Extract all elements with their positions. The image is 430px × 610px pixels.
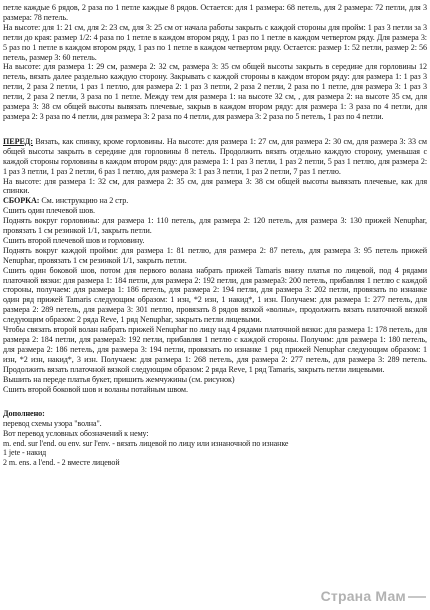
assembly-intro-text: См. инструкцию на 2 стр. — [39, 196, 129, 206]
front-heading: ПЕРЕД: — [3, 136, 33, 146]
addendum-line: Вот перевод условных обозначений к нему: — [3, 428, 149, 438]
addendum-line: m. end. sur l'end. ou env. sur l'env. - вязать лицевой по лицу или изнаночной по изнанке — [3, 438, 289, 448]
back-paragraph: петле каждые 6 рядов, 2 раза по 1 петле каждые 8 рядов. Остается: для 1 размера: 68 петель, для 2 размера: 72 петли, для 3 размера: 78 петель. — [3, 3, 427, 22]
assembly-line: Сшить один плечевой шов. — [3, 206, 95, 216]
addendum-line: перевод схемы узора "волна". — [3, 419, 102, 429]
back-paragraph: На высоте: для размера 1: 29 см, размера 2: 32 см, размера 3: 35 см общей высоты закрыть в середине для горловины 12 петель, вязать далее раздельно каждую сторону. Закрывать с каждой стороны в каждом втором ряду: для размера 1: 1 раз 3 петли, 2 раза 2 петли, 1 раз 1 петлю, для размера 2: 1 раз 3 петли, 2 раза 2 петли, 2 раза по 1 петле, для размера 3: 1 раз 3 петли, 2 раза 2 петли, 3 раза по 1 петле. Между тем для размера 1: на высоте 32 см, , для размера 2: на высоте 35 см, для размера 3: 38 см общей высоты вывязать плечевые, закрыв в каждом втором ряду: для размера 1: 3 раза по 4 петли, для размера 2: 3 раза по 4 петли, для размера 3: 2 раза по 4 петли, для размера 3: 2 раза по 5 петель, 1 раз по 4 петли. — [3, 62, 427, 121]
assembly-line: Вышить на переде платья букет, пришить жемчужины (см. рисунок) — [3, 374, 235, 384]
assembly-line: Сшить один боковой шов, потом для первого волана набрать прижей Tamaris внизу платья по лицевой, под 4 рядами платочной вязки: для размера 1: 184 петли, для размера 2: 192 петли, для размера3: 200 петель, прибавляя 1 петлю с каждой стороны, получаем: для размера 1: 186 петель, для размера 2: 194 петли, для размера 3: 202 петли, провязать по изнанке один ряд прижей Tamaris следующим образом: 1 изн, *2 изн, 1 накид*, 1 изн. Получаем: для размера 1: 277 петель, для размера 2: 289 петель, для размера 3: 301 петлю, провязать 8 рядов вязкой «волны», продолжить вязать платочной вязкой следующим образом: 2 ряда Reve, 1 ряд Nenuphar, закрыть петли лицевыми. — [3, 265, 427, 325]
front-paragraph: На высоте: для размера 1: 32 см, для размера 2: 35 см, для размера 3: 38 см общей высоты вывязать плечевые, как для спинки. — [3, 176, 427, 196]
watermark-text: Страна Мам — [320, 588, 406, 604]
site-watermark — [321, 588, 426, 604]
assembly-line: Сшить второй плечевой шов и горловину. — [3, 235, 145, 245]
assembly-line: Поднять вокруг каждой пройми: для размера 1: 81 петлю, для размера 2: 87 петель, для размера 3: 95 петель прижей Nenuphar, провязать 1 см резинкой 1/1, закрыть петли. — [3, 245, 427, 265]
addendum-line: 1 jete - накид — [3, 448, 47, 458]
assembly-line: Поднять вокруг горловины: для размера 1: 110 петель, для размера 2: 120 петель, для размера 3: 130 прижей Nenuphar, провязать 1 см резинкой 1/1, закрыть петли. — [3, 216, 427, 236]
front-text: Вязать, как спинку, кроме горловины. На высоте: для размера 1: 27 см, для размера 2: 30 см, для размера 3: 33 см общей высоты закрыть в середине для горловины 8 петель. Продолжить вязать отдельно каждую сторону, уменьшая с каждой стороны горловины в каждом втором ряду: для размера 1: 1 раз 3 петли, 1 раз 2 петли, 5 раз 1 петлю, для размера 2: 1 раз 3 петли, 1 раз 2 петли, 6 раз 1 петлю, для размера 3: 1 раз 3 петли, 1 раз 2 петли, 7 раз 1 петлю. — [3, 136, 427, 176]
watermark-underline — [408, 596, 426, 598]
back-paragraph: На высоте: для 1: 21 см, для 2: 23 см, для 3: 25 см от начала работы закрыть с каждой стороны для пройм: 1 раз 3 петли за 3 петли до края: размер 1/2: 4 раза по 1 петле в каждом втором ряду, 1 раз по 1 петле в каждом четвертом ряду. Для размера 3: 5 раз по 1 петле в каждом втором ряду, 1 раз по 1 петле в каждом четвертом ряду. Остается: размер 1: 52 петли, размер 2: 56 петель, размер 3: 60 петель. — [3, 22, 427, 62]
addendum-line: 2 m. ens. a l'end. - 2 вместе лицевой — [3, 457, 120, 467]
front-paragraph — [3, 137, 427, 177]
assembly-heading: СБОРКА: — [3, 196, 40, 206]
assembly-line: Чтобы связать второй волан набрать прижей Nenuphar по лицу над 4 рядами платочной вязки: для размера 1: 178 петель, для размера 2: 184 петли, для размера3: 192 петли, прибавляя 1 петлю с каждой стороны. Получим: для размера 1: 180 петель, для размера 2: 186 петель, для размера 3: 194 петли, провязать по изнанке 1 ряд прижей Nenuphar следующим образом: 1 изн, *2 изн, накид*, 3 изн. Получаем: для размера 1: 268 петель, для размера 2: 277 петель, для размера 3: 289 петель. Продолжить вязать платочной вязкой следующим образом: 2 ряда Reve, 1 ряд Tamaris, закрыть петли лицевыми. — [3, 325, 427, 374]
assembly-line: Сшить второй боковой шов и воланы потайным швом. — [3, 384, 188, 394]
document-page — [3, 3, 427, 467]
addendum-heading: Дополнено: — [3, 409, 45, 419]
assembly-intro — [3, 196, 427, 206]
